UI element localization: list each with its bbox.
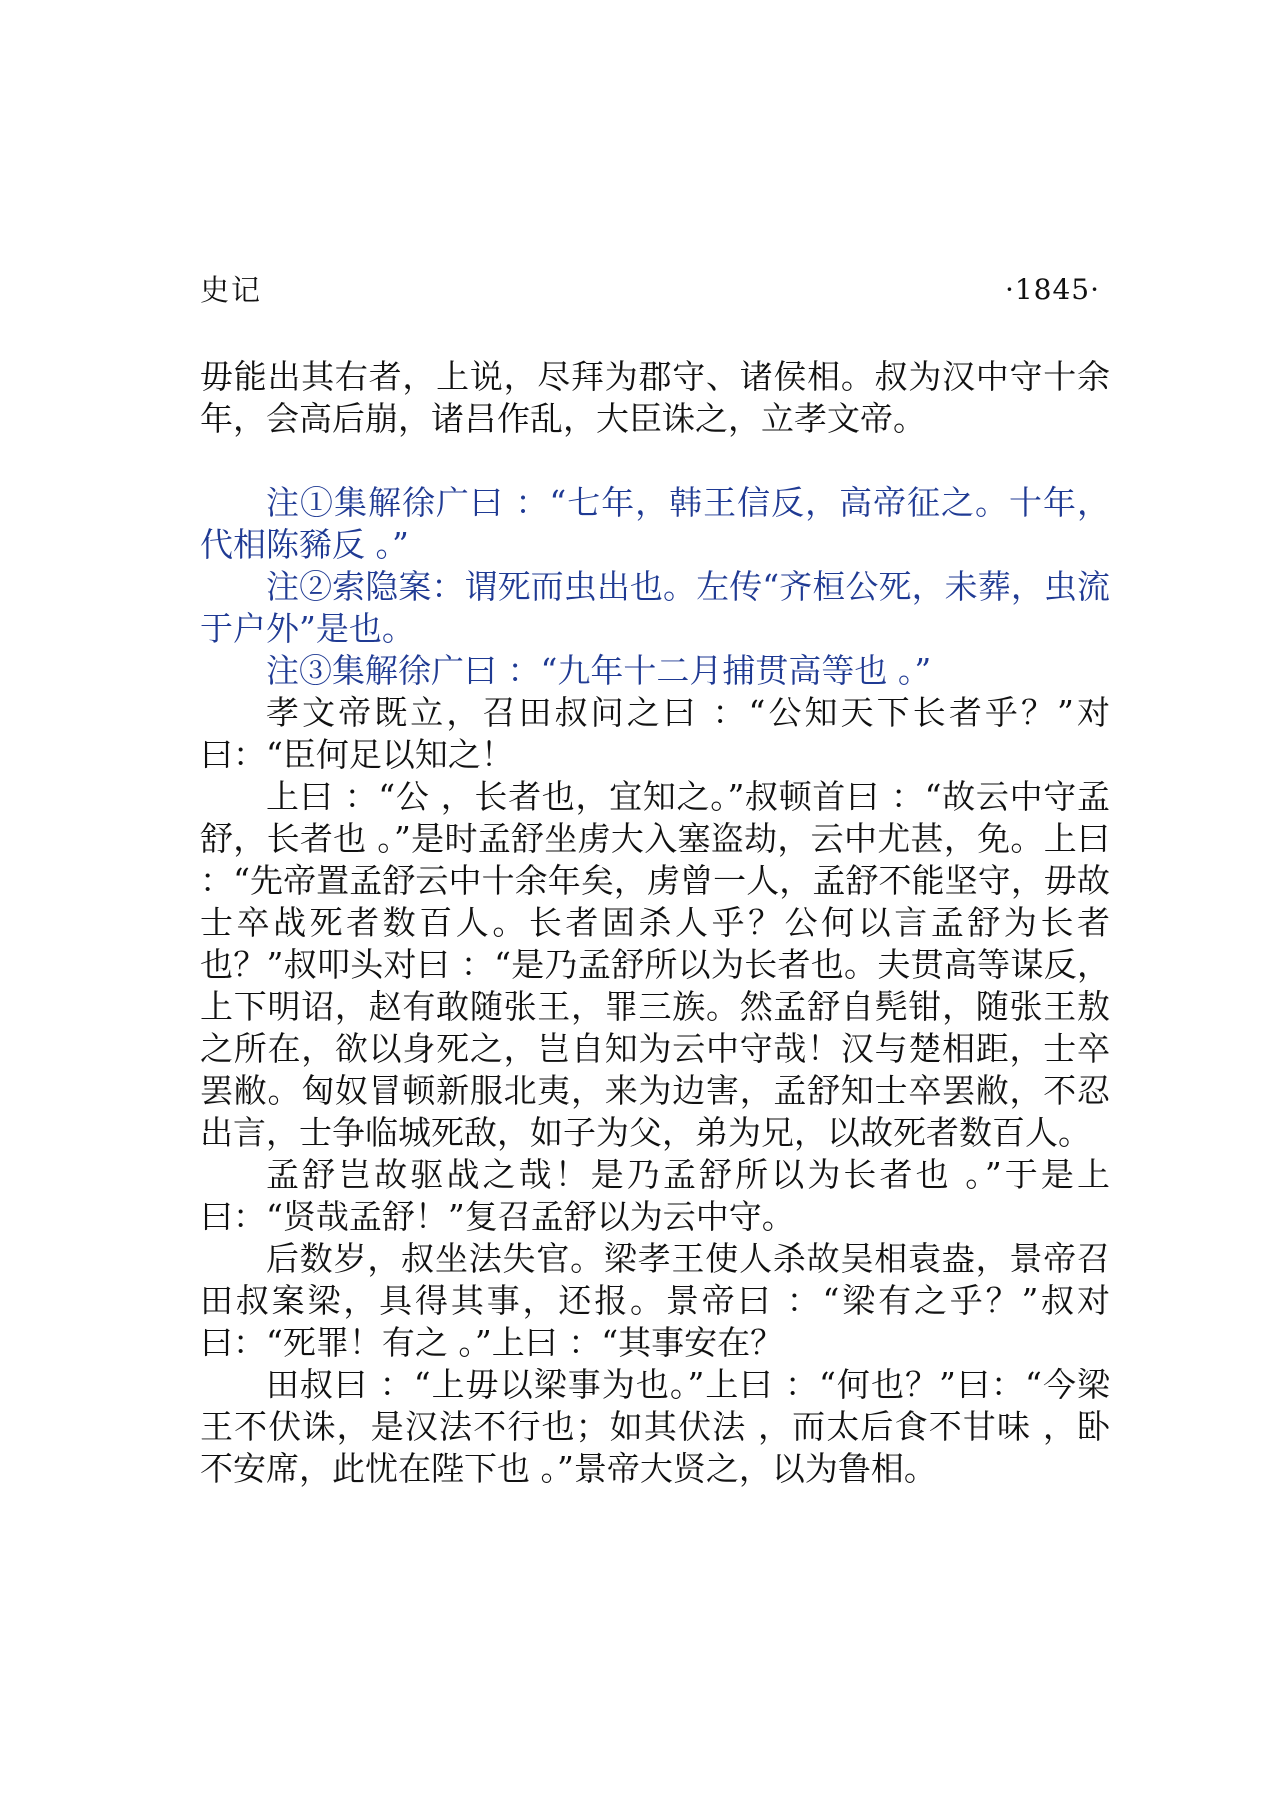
page-body [200,356,1110,1490]
paragraph-spacer [200,440,1110,482]
page-header [200,268,1100,312]
body-paragraph: 孝文帝既立，召田叔问之曰 ：“公知天下长者乎？”对曰：“臣何足以知之！ [200,693,1110,774]
book-title: 史记 [200,273,263,307]
body-paragraph: 孟舒岂故驱战之哉！是乃孟舒所以为长者也 。”于是上曰：“贤哉孟舒！”复召孟舒以为云中守。 [200,1155,1110,1236]
page-number: ·1845· [1004,273,1100,306]
opening-paragraph: 毋能出其右者，上说，尽拜为郡守、诸侯相。叔为汉中守十余年，会高后崩，诸吕作乱，大臣诛之，立孝文帝。 [200,357,1110,438]
footnote-3: 注③集解徐广曰 ：“九年十二月捕贯高等也 。” [266,651,932,690]
body-paragraph: 上曰 ：“公 ，长者也，宜知之。”叔顿首曰 ：“故云中守孟舒，长者也 。”是时孟舒坐虏大入塞盗劫，云中尤甚，免。上曰 ：“先帝置孟舒云中十余年矣，虏曾一人，孟舒不能坚守，毋故士卒战死者数百人。长者固杀人乎？公何以言孟舒为长者也？”叔叩头对曰 ：“是乃孟舒所以为长者也。夫贯高等谋反，上下明诏，赵有敢随张王，罪三族。然孟舒自髡钳，随张王敖之所在，欲以身死之，岂自知为云中守哉！汉与楚相距，士卒罢敝。匈奴冒顿新服北夷，来为边害，孟舒知士卒罢敝，不忍出言，士争临城死敌，如子为父，弟为兄，以故死者数百人。 [200,777,1110,1152]
body-paragraph: 后数岁，叔坐法失官。梁孝王使人杀故吴相袁盎，景帝召田叔案梁，具得其事，还报。景帝曰 ：“梁有之乎？”叔对曰：“死罪！有之 。”上曰 ：“其事安在？ [200,1239,1110,1362]
body-paragraph: 田叔曰 ：“上毋以梁事为也。”上曰 ：“何也？”曰：“今梁王不伏诛，是汉法不行也；如其伏法 ，而太后食不甘味 ，卧不安席，此忧在陛下也 。”景帝大贤之，以为鲁相。 [200,1365,1110,1488]
footnote-2: 注②索隐案：谓死而虫出也。左传“齐桓公死，未葬，虫流于户外”是也。 [200,567,1110,648]
footnote-1: 注①集解徐广曰 ：“七年，韩王信反，高帝征之。十年，代相陈豨反 。” [200,483,1110,564]
